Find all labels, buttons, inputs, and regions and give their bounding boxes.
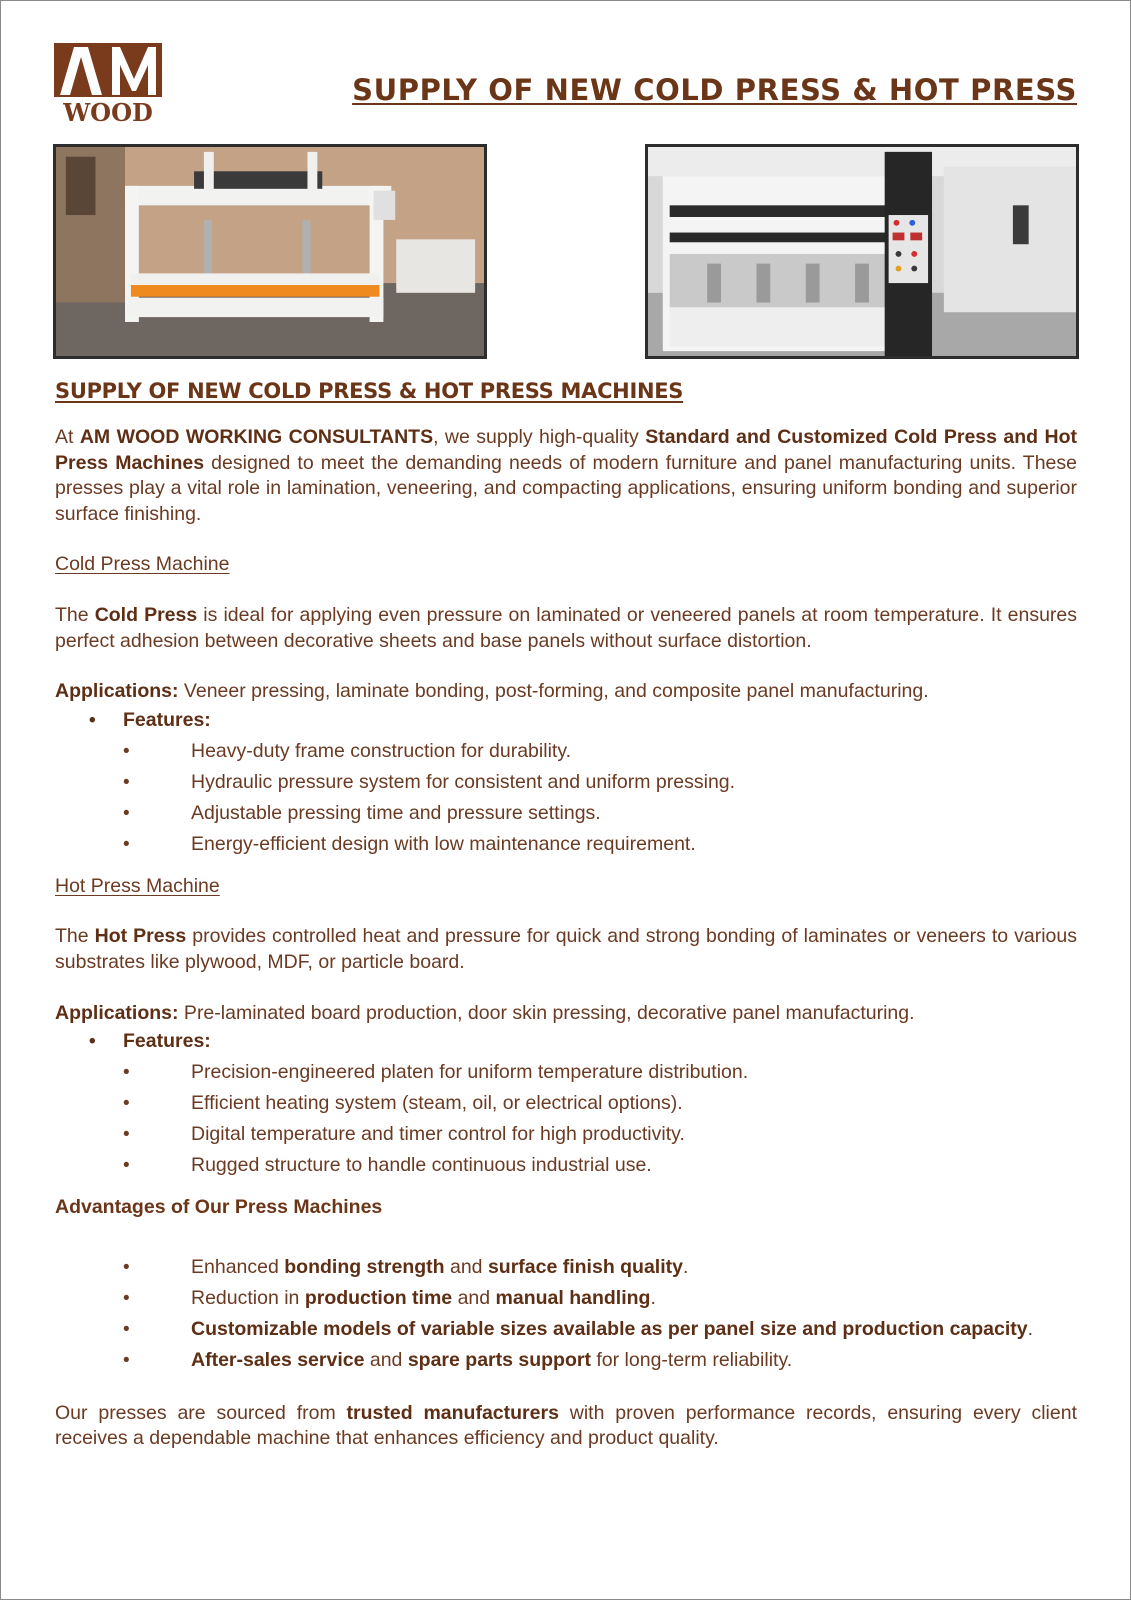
- logo-mark-icon: [54, 43, 162, 123]
- hot-press-applications: Applications: Pre-laminated board production, door skin pressing, decorative panel manufacturing.: [55, 1001, 915, 1024]
- list-item: • Adjustable pressing time and pressure settings.: [55, 798, 1077, 829]
- am-wood-logo: [54, 43, 162, 123]
- cold-press-illustration: [56, 147, 484, 356]
- list-item: • Customizable models of variable sizes available as per panel size and production capacity.: [55, 1314, 1077, 1345]
- list-item: • Digital temperature and timer control for high productivity.: [55, 1119, 1077, 1150]
- cold-press-applications: Applications: Veneer pressing, laminate bonding, post-forming, and composite panel manufacturing.: [55, 680, 929, 703]
- cold-press-description: The Cold Press is ideal for applying even pressure on laminated or veneered panels at room temperature. It ensures perfect adhesion between decorative sheets and base panels without surface distortion.: [55, 603, 1077, 652]
- hot-press-photo: [645, 144, 1079, 359]
- hot-press-features-list: [55, 1057, 1077, 1181]
- hot-press-description: The Hot Press provides controlled heat and pressure for quick and strong bonding of laminates or veneers to various substrates like plywood, MDF, or particle board.: [55, 925, 1077, 973]
- list-item: • After-sales service and spare parts support for long-term reliability.: [55, 1345, 1077, 1376]
- list-item: • Precision-engineered platen for uniform temperature distribution.: [55, 1057, 1077, 1088]
- list-item: • Reduction in production time and manual handling.: [55, 1283, 1077, 1314]
- list-item: • Enhanced bonding strength and surface finish quality.: [55, 1252, 1077, 1283]
- svg-text:WOOD: WOOD: [63, 98, 153, 123]
- cold-press-photo: [53, 144, 487, 359]
- advantages-heading: Advantages of Our Press Machines: [55, 1196, 383, 1219]
- list-item: • Energy-efficient design with low maintenance requirement.: [55, 829, 1077, 860]
- document-body: [55, 379, 1077, 1452]
- section-title: SUPPLY OF NEW COLD PRESS & HOT PRESS MACHINES: [55, 379, 684, 403]
- cold-press-features-list: [55, 736, 1077, 860]
- hot-press-heading: Hot Press Machine: [55, 874, 220, 897]
- main-title: SUPPLY OF NEW COLD PRESS & HOT PRESS: [352, 73, 1077, 107]
- list-item: • Heavy-duty frame construction for durability.: [55, 736, 1077, 767]
- list-item: • Efficient heating system (steam, oil, or electrical options).: [55, 1088, 1077, 1119]
- hot-press-illustration: [648, 147, 1076, 356]
- cold-press-features-label: • Features:: [55, 705, 1077, 736]
- intro-paragraph: At AM WOOD WORKING CONSULTANTS, we supply high-quality Standard and Customized Cold Press and Hot Press Machines designed to meet the demanding needs of modern furniture and panel manufacturing units. These presses play a vital role in lamination, veneering, and compacting applications, ensuring uniform bonding and superior surface finishing.: [55, 426, 1077, 525]
- advantages-list: [55, 1252, 1077, 1376]
- cold-press-heading: Cold Press Machine: [55, 553, 230, 576]
- list-item: • Rugged structure to handle continuous industrial use.: [55, 1150, 1077, 1181]
- hot-press-features-label: • Features:: [55, 1026, 1077, 1057]
- list-item: • Hydraulic pressure system for consistent and uniform pressing.: [55, 767, 1077, 798]
- company-name: AM WOOD WORKING CONSULTANTS: [79, 426, 434, 448]
- closing-paragraph: Our presses are sourced from trusted manufacturers with proven performance records, ensuring every client receives a dependable machine that enhances efficiency and product quality.: [55, 1401, 1077, 1450]
